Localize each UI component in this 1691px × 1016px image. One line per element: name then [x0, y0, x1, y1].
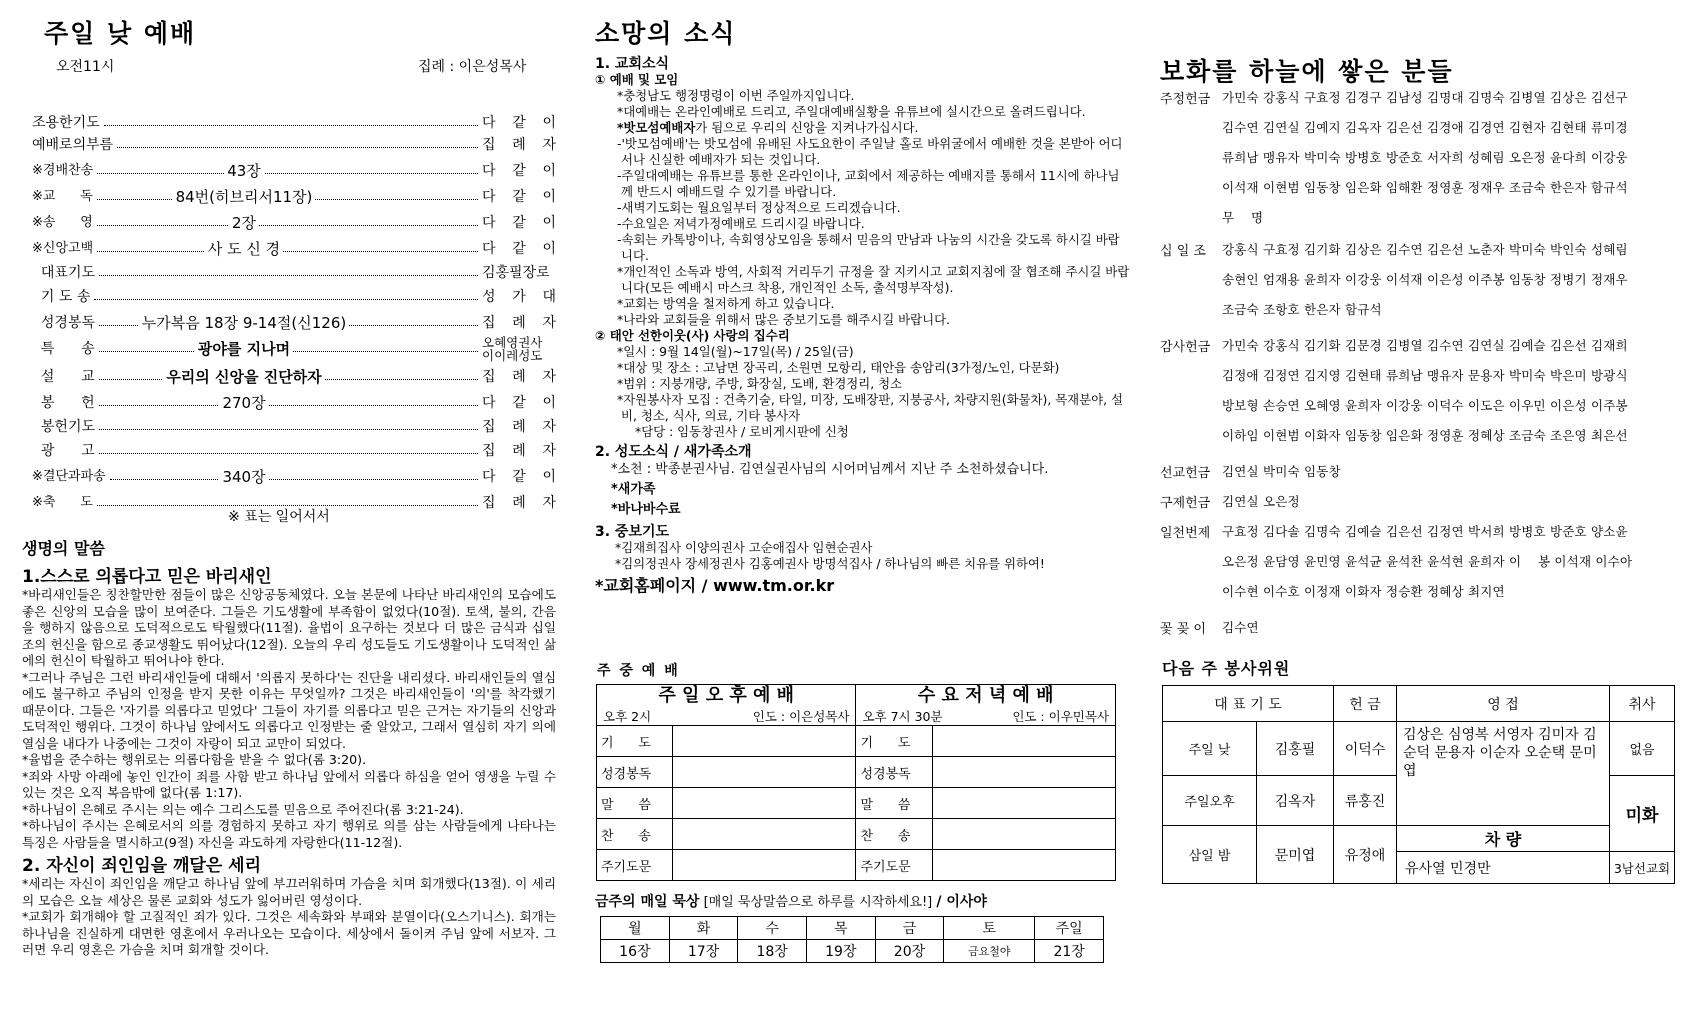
service-item-label: 말 씀	[597, 788, 673, 819]
order-responsible: 다 같 이	[482, 215, 556, 231]
cook-1: 없음	[1610, 722, 1675, 776]
order-row	[32, 134, 556, 156]
sermon-point-2: 2. 자신이 죄인임을 깨달은 세리	[22, 856, 262, 876]
order-row	[32, 186, 556, 208]
daily-meditation-table	[600, 916, 1104, 963]
order-row	[32, 160, 556, 182]
cook-2: 미화	[1610, 776, 1675, 852]
news-item: *개인적인 소독과 방역, 사회적 거리두기 규정을 잘 지키시고 교회지침에 잘 협조해 주시길 바랍니다(모든 예배시 마스크 착용, 개인적인 소독, 출석명부작성).	[617, 264, 1130, 295]
wednesday-service-header: 수 요 저 녁 예 배 오후 7시 30분 인도 : 이우민목사	[856, 685, 1116, 726]
order-label: ※경배찬송	[32, 163, 94, 178]
worship-title: 주일 낮 예배	[44, 19, 197, 48]
order-label: 성경봉독	[32, 315, 95, 331]
header-cooking: 취사	[1610, 686, 1675, 722]
donor-names: 이석재 이현범 임동창 임은화 임해환 정영훈 정재우 조금숙 한은자 함규석	[1222, 180, 1628, 195]
offering-category: 꽃 꽂 이	[1160, 622, 1206, 637]
day-cell: 주일	[1035, 917, 1104, 940]
order-content-text: 우리의 신앙을 진단하자	[163, 368, 324, 386]
donor-names: 김정애 김정연 김지영 김현태 류희남 맹유자 문용자 박미숙 박은미 방광식	[1222, 368, 1628, 383]
offering-category: 구제헌금	[1160, 496, 1211, 511]
service-item-value	[673, 819, 856, 850]
next-week-volunteers	[1162, 685, 1675, 884]
day-cell: 토	[944, 917, 1035, 940]
order-responsible: 다 같 이	[482, 241, 556, 257]
service-row	[597, 819, 1116, 850]
order-label: ※교 독	[32, 189, 93, 204]
order-content-text: 누가복음 18장 9-14절(신126)	[139, 314, 349, 332]
news-item: *일시 : 9월 14일(월)~17일(목) / 25일(금)	[617, 344, 854, 359]
news-item: *대예배는 온라인예배로 드리고, 주일대예배실황을 유튜브에 실시간으로 올려드립니다.	[617, 104, 1086, 119]
donor-names: 가민숙 강홍식 구효정 김경구 김남성 김명대 김명숙 김병열 김상은 김선구	[1222, 90, 1628, 105]
order-responsible: 집 례 자	[482, 315, 556, 331]
order-content-text: 43장	[224, 162, 264, 180]
order-content-text: 270장	[219, 394, 268, 412]
news-item: *범위 : 지붕개량, 주방, 화장실, 도배, 환경정리, 청소	[617, 376, 903, 391]
service-item-value	[673, 757, 856, 788]
news-section-1: 1. 교회소식	[595, 56, 670, 72]
dot-leader	[99, 429, 478, 430]
news-item: *나라와 교회들을 위해서 많은 중보기도를 해주시길 바랍니다.	[617, 312, 950, 327]
order-content-text: 2장	[229, 214, 259, 232]
greeters-cell: 김상은 심영복 서영자 김미자 김순덕 문용자 이순자 오순택 문미엽	[1397, 722, 1610, 826]
order-label: 특 송	[32, 341, 95, 357]
donor-names: 김연실 오은정	[1222, 494, 1300, 509]
order-content	[32, 186, 456, 209]
order-responsible: 다 같 이	[482, 395, 556, 411]
donor-names: 조금숙 조항호 한은자 함규석	[1222, 302, 1382, 317]
order-responsible: 다 같 이	[482, 469, 556, 485]
order-content	[32, 212, 456, 235]
dot-leader	[99, 275, 478, 276]
header-greeting: 영 접	[1397, 686, 1610, 722]
vehicle-names: 유사열 민경만	[1397, 852, 1610, 884]
order-label: ※결단과파송	[32, 469, 106, 484]
chapter-cell: 17장	[669, 940, 738, 963]
order-label: ※신앙고백	[32, 241, 94, 256]
service-row	[597, 726, 1116, 757]
day-cell: 금	[875, 917, 944, 940]
donor-names: 김수연 김연실 김예지 김옥자 김은선 김경애 김경연 김현자 김현태 류미경	[1222, 120, 1628, 135]
donor-names: 류희남 맹유자 박미숙 방병호 방준호 서자희 성혜림 오은정 윤다희 이강웅	[1222, 150, 1628, 165]
order-content	[32, 160, 456, 183]
service-item-label: 기 도	[597, 726, 673, 757]
order-responsible: 집 례 자	[482, 137, 556, 153]
order-responsible: 집 례 자	[482, 419, 556, 435]
news-item: *김재희집사 이양의권사 고순애집사 임현순권사	[615, 540, 873, 555]
row-offer: 유정애	[1334, 826, 1397, 884]
vehicle-header: 차 량	[1397, 826, 1610, 852]
news-item: *바나바수료	[611, 502, 681, 517]
service-item-label: 성경봉독	[597, 757, 673, 788]
order-label: ※송 영	[32, 215, 93, 230]
worship-time: 오전11시	[56, 59, 115, 75]
news-item: -속회는 카톡방이나, 속회영상모임을 통해서 믿음의 만남과 나눔의 시간을 갖도록 하시길 바랍니다.	[617, 232, 1120, 263]
order-content-text: 84번(히브리서11장)	[173, 188, 316, 206]
chapter-cell: 19장	[806, 940, 875, 963]
service-item-value	[673, 850, 856, 881]
news-item: -새벽기도회는 월요일부터 정상적으로 드리겠습니다.	[617, 200, 901, 215]
cleaning-cell: 3남선교회	[1610, 852, 1675, 884]
offering-category: 주정헌금	[1160, 92, 1211, 107]
paragraph: *세리는 자신이 죄인임을 깨닫고 하나님 앞에 부끄러워하며 가슴을 치며 회개했다(13절). 이 세리의 모습은 오늘 세상은 물론 교회와 성도가 잃어버린 영성이다.	[22, 876, 556, 908]
news-item: *새가족	[611, 482, 656, 497]
service-item-value	[932, 757, 1115, 788]
news-item: *밧모섬예배자가 됨으로 우리의 신앙을 지켜나가십시다.	[617, 120, 919, 135]
order-content-text: 340장	[219, 468, 268, 486]
chapter-cell: 18장	[738, 940, 807, 963]
order-label: 기 도 송	[32, 289, 91, 305]
order-row	[32, 238, 556, 260]
service-item-label: 주기도문	[597, 850, 673, 881]
offering-category: 감사헌금	[1160, 340, 1211, 355]
service-item-value	[932, 850, 1115, 881]
donor-names: 김수연	[1222, 620, 1259, 635]
chapter-cell: 20장	[875, 940, 944, 963]
offering-category: 십 일 조	[1160, 244, 1206, 259]
donor-names: 김연실 박미숙 임동창	[1222, 464, 1341, 479]
row-offer: 류홍진	[1334, 776, 1397, 826]
worship-leader: 집례 : 이은성목사	[418, 59, 527, 75]
order-responsible: 다 같 이	[482, 115, 556, 131]
day-cell: 화	[669, 917, 738, 940]
service-row	[597, 850, 1116, 881]
paragraph: *율법을 준수하는 행위로는 의롭다함을 받을 수 없다(롬 3:20).	[22, 752, 367, 767]
service-item-label: 기 도	[856, 726, 932, 757]
order-responsible: 다 같 이	[482, 189, 556, 205]
service-item-label: 성경봉독	[856, 757, 932, 788]
news-item: *김의정권사 장세정권사 김홍예권사 방명석집사 / 하나님의 빠른 치유를 위하여!	[615, 556, 1045, 571]
news-sub-2: ② 태안 선한이웃(사) 사랑의 집수리	[595, 328, 790, 343]
row-prayer: 김옥자	[1257, 776, 1334, 826]
row-prayer: 김홍필	[1257, 722, 1334, 776]
service-item-label: 찬 송	[856, 819, 932, 850]
donor-names: 이하임 이현범 이화자 임동창 임은화 정영훈 정혜상 조금숙 조은영 최은선	[1222, 428, 1628, 443]
news-body	[595, 56, 1130, 594]
order-content	[32, 338, 456, 361]
service-row	[597, 788, 1116, 819]
order-row	[32, 212, 556, 234]
day-cell: 월	[601, 917, 670, 940]
order-label: 봉 헌	[32, 395, 95, 411]
order-content-text: 광야를 지나며	[195, 340, 293, 358]
service-item-value	[673, 788, 856, 819]
news-item: -수요일은 저녁가정예배로 드리시길 바랍니다.	[617, 216, 865, 231]
order-content-text: 사 도 신 경	[205, 240, 283, 258]
news-title: 소망의 소식	[595, 19, 737, 48]
service-item-label: 말 씀	[856, 788, 932, 819]
order-responsible: 집 례 자	[482, 369, 556, 385]
order-label: 예배로의부름	[32, 137, 114, 153]
order-row	[32, 440, 556, 462]
news-item: *자원봉사자 모집 : 건축기술, 타일, 미장, 도배장판, 지붕공사, 차량지원(화물차), 목재분야, 설비, 청소, 식사, 의료, 기타 봉사자	[617, 392, 1123, 423]
day-cell: 목	[806, 917, 875, 940]
chapter-cell: 21장	[1035, 940, 1104, 963]
news-item: *충청남도 행정명령이 이번 주일까지입니다.	[617, 88, 855, 103]
service-item-value	[932, 726, 1115, 757]
sermon-notes	[22, 536, 556, 959]
order-row	[32, 466, 556, 488]
order-responsible: 다 같 이	[482, 163, 556, 179]
header-prayer: 대 표 기 도	[1163, 686, 1334, 722]
service-item-label: 주기도문	[856, 850, 932, 881]
donor-names: 가민숙 강홍식 김기화 김문경 김병열 김수연 김연실 김예슬 김은선 김재희	[1222, 338, 1628, 353]
order-row	[32, 392, 556, 414]
order-content	[32, 366, 456, 389]
offering-category: 일천번제	[1160, 526, 1211, 541]
order-content	[32, 392, 456, 415]
offering-category: 선교헌금	[1160, 466, 1211, 481]
order-content	[32, 466, 456, 489]
news-item: *대상 및 장소 : 고남면 장곡리, 소원면 모항리, 태안읍 송암리(3가정/노인, 다문화)	[617, 360, 1060, 375]
order-label: 대표기도	[32, 265, 95, 281]
donor-names: 이수현 이수호 이정재 이화자 정승환 정혜상 최지연	[1222, 584, 1505, 599]
chapter-cell: 금요철야	[944, 940, 1035, 963]
weekly-services-table	[596, 684, 1116, 881]
order-responsible: 성 가 대	[482, 289, 556, 305]
order-label: 설 교	[32, 369, 95, 385]
order-responsible: 오혜영권사 이이레성도	[482, 335, 543, 363]
donor-names: 무 명	[1222, 210, 1264, 225]
donor-names: 오은정 윤담영 윤민영 윤석균 윤석찬 윤석현 윤희자 이 봉 이석재 이수아	[1222, 554, 1633, 569]
order-label: 봉헌기도	[32, 419, 95, 435]
order-responsible: 김홍필장로	[482, 265, 550, 281]
paragraph: *죄와 사망 아래에 놓인 인간이 죄를 사함 받고 하나님 앞에서 의롭다 하심을 얻어 영생을 누릴 수 있는 것은 오직 복음밖에 없다(롬 1:17).	[22, 768, 556, 800]
row-when: 삼일 밤	[1163, 826, 1257, 884]
sermon-section-title: 생명의 말씀	[22, 539, 105, 558]
row-when: 주일 낮	[1163, 722, 1257, 776]
donor-names: 강홍식 구효정 김기화 김상은 김수연 김은선 노춘자 박미숙 박인숙 성혜림	[1222, 242, 1628, 257]
dot-leader	[104, 125, 478, 126]
news-item: *담당 : 임동창권사 / 로비게시판에 신청	[635, 424, 849, 439]
order-responsible: 집 례 자	[482, 495, 556, 511]
donor-names: 송현인 엄재용 윤희자 이강웅 이석재 이은성 이주봉 임동창 정병기 정재우	[1222, 272, 1628, 287]
news-item: *교회는 방역을 철저하게 하고 있습니다.	[617, 296, 835, 311]
paragraph: *하나님이 주시는 은혜로서의 의를 경험하지 못하고 자기 행위로 의를 삼는 사람들에게 나타나는 특징은 사람들을 멸시하고(9절) 자신을 과도하게 자랑한다(11-12절).	[22, 818, 556, 850]
order-content	[32, 238, 456, 261]
order-responsible: 집 례 자	[482, 443, 556, 459]
paragraph: *그러나 주님은 그런 바리새인들에 대해서 '의롭지 못하다'는 진단을 내리셨다. 바리새인들의 열심에도 불구하고 주님의 인정을 받지 못한 이유는 무엇일까? 그것은 바리새인들이 '의'를 착각했기 때문이다. 그들은 '자기를 의롭다고 믿었다' 그들이 자기를 의롭다고 믿은 근거는 자기들의 신앙과 도덕적인 행위다. 그것이 하나님 앞에서도 의롭다고 인정받는 줄 알았고, 그래서 열심히 자기 의에 열심을 내다가 나중에는 그것이 자랑이 되고 교만이 되었다.	[22, 669, 556, 751]
afternoon-service-header: 주 일 오 후 예 배 오후 2시 인도 : 이은성목사	[597, 685, 856, 726]
order-row	[32, 312, 556, 334]
news-section-3: 3. 중보기도	[595, 524, 670, 540]
order-row	[32, 286, 556, 308]
order-of-service	[18, 0, 558, 520]
next-week-title: 다음 주 봉사위원	[1162, 659, 1291, 678]
service-item-value	[932, 819, 1115, 850]
paragraph: *교회가 회개해야 할 고질적인 죄가 있다. 그것은 세속화와 부패와 분열이다(오스기니스). 회개는 하나님을 진실하게 대면한 영혼에서 우러나오는 모습이다. 세상에서 돌이켜 주님 앞에 서보자. 그러면 우리 영혼은 가슴을 치며 회개할 것이다.	[22, 909, 556, 957]
stand-note: ※ 표는 일어서서	[228, 509, 330, 525]
news-section-2: 2. 성도소식 / 새가족소개	[595, 444, 752, 460]
service-item-value	[673, 726, 856, 757]
news-sub-1: ① 예배 및 모임	[595, 72, 679, 87]
order-content	[32, 312, 456, 335]
news-item: *소천 : 박종분권사님. 김연실권사님의 시어머님께서 지난 주 소천하셨습니다.	[611, 462, 1049, 477]
dot-leader	[117, 147, 478, 148]
paragraph: *하나님이 은혜로 주시는 의는 예수 그리스도를 믿음으로 주어진다(롬 3:21-24).	[22, 801, 464, 817]
homepage-link[interactable]: *교회홈페이지 / www.tm.or.kr	[595, 576, 835, 595]
paragraph: *바리새인들은 칭찬할만한 점들이 많은 신앙공동체였다. 오늘 본문에 나타난 바리새인의 모습에도 좋은 신앙의 모습을 많이 보여준다. 그들은 기도생활에 부족함이 없었다(10절). 토색, 불의, 간음을 행하지 않음으로 도덕적으로도 탁월했다(11절). 율법이 요구하는 것보다 더 많은 금식과 십일조의 헌신을 함으로 종교생활도 뛰어났다(12절). 오늘의 우리 성도들도 기도생활이나 도덕적인 삶에의 헌신이 탁월하고 뛰어나야 한다.	[22, 587, 556, 668]
order-label: ※축 도	[32, 495, 93, 510]
day-cell: 수	[738, 917, 807, 940]
order-label: 광 고	[32, 443, 95, 459]
patmos-worshipper: *밧모섬예배자	[617, 120, 696, 135]
service-row	[597, 757, 1116, 788]
row-when: 주일오후	[1163, 776, 1257, 826]
donor-names: 방보형 손승연 오혜영 윤희자 이강웅 이덕수 이도은 이우민 이은성 이주봉	[1222, 398, 1628, 413]
weekly-services-label: 주 중 예 배	[597, 663, 680, 679]
dot-leader	[99, 453, 478, 454]
row-prayer: 문미엽	[1257, 826, 1334, 884]
order-row	[32, 366, 556, 388]
news-item: -'밧모섬예배'는 밧모섬에 유배된 사도요한이 주일날 홀로 바위굴에서 예배한 것을 본받아 어디서나 신실한 예배자가 되는 것입니다.	[617, 136, 1123, 167]
row-offer: 이덕수	[1334, 722, 1397, 776]
offerings-title: 보화를 하늘에 쌓은 분들	[1160, 57, 1454, 86]
chapter-cell: 16장	[601, 940, 670, 963]
dot-leader	[94, 299, 478, 300]
order-label: 조용한기도	[32, 115, 100, 131]
order-row	[32, 262, 556, 284]
order-row	[32, 335, 556, 363]
service-item-label: 찬 송	[597, 819, 673, 850]
donor-names: 구효정 김다솔 김명숙 김예슬 김은선 김정연 박서희 방병호 방준호 양소윤	[1222, 524, 1628, 539]
service-item-value	[932, 788, 1115, 819]
order-row	[32, 112, 556, 134]
news-item: -주일대예배는 유튜브를 통한 온라인이나, 교회에서 제공하는 예배지를 통해서 11시에 하나님께 반드시 예배드릴 수 있기를 바랍니다.	[617, 168, 1120, 199]
sermon-point-1: 1.스스로 의롭다고 믿은 바리새인	[22, 567, 272, 587]
header-offering: 헌 금	[1334, 686, 1397, 722]
order-row	[32, 416, 556, 438]
daily-meditation-line: 금주의 매일 묵상 [매일 묵상말씀으로 하루를 시작하세요!] / 이사야	[595, 894, 987, 910]
